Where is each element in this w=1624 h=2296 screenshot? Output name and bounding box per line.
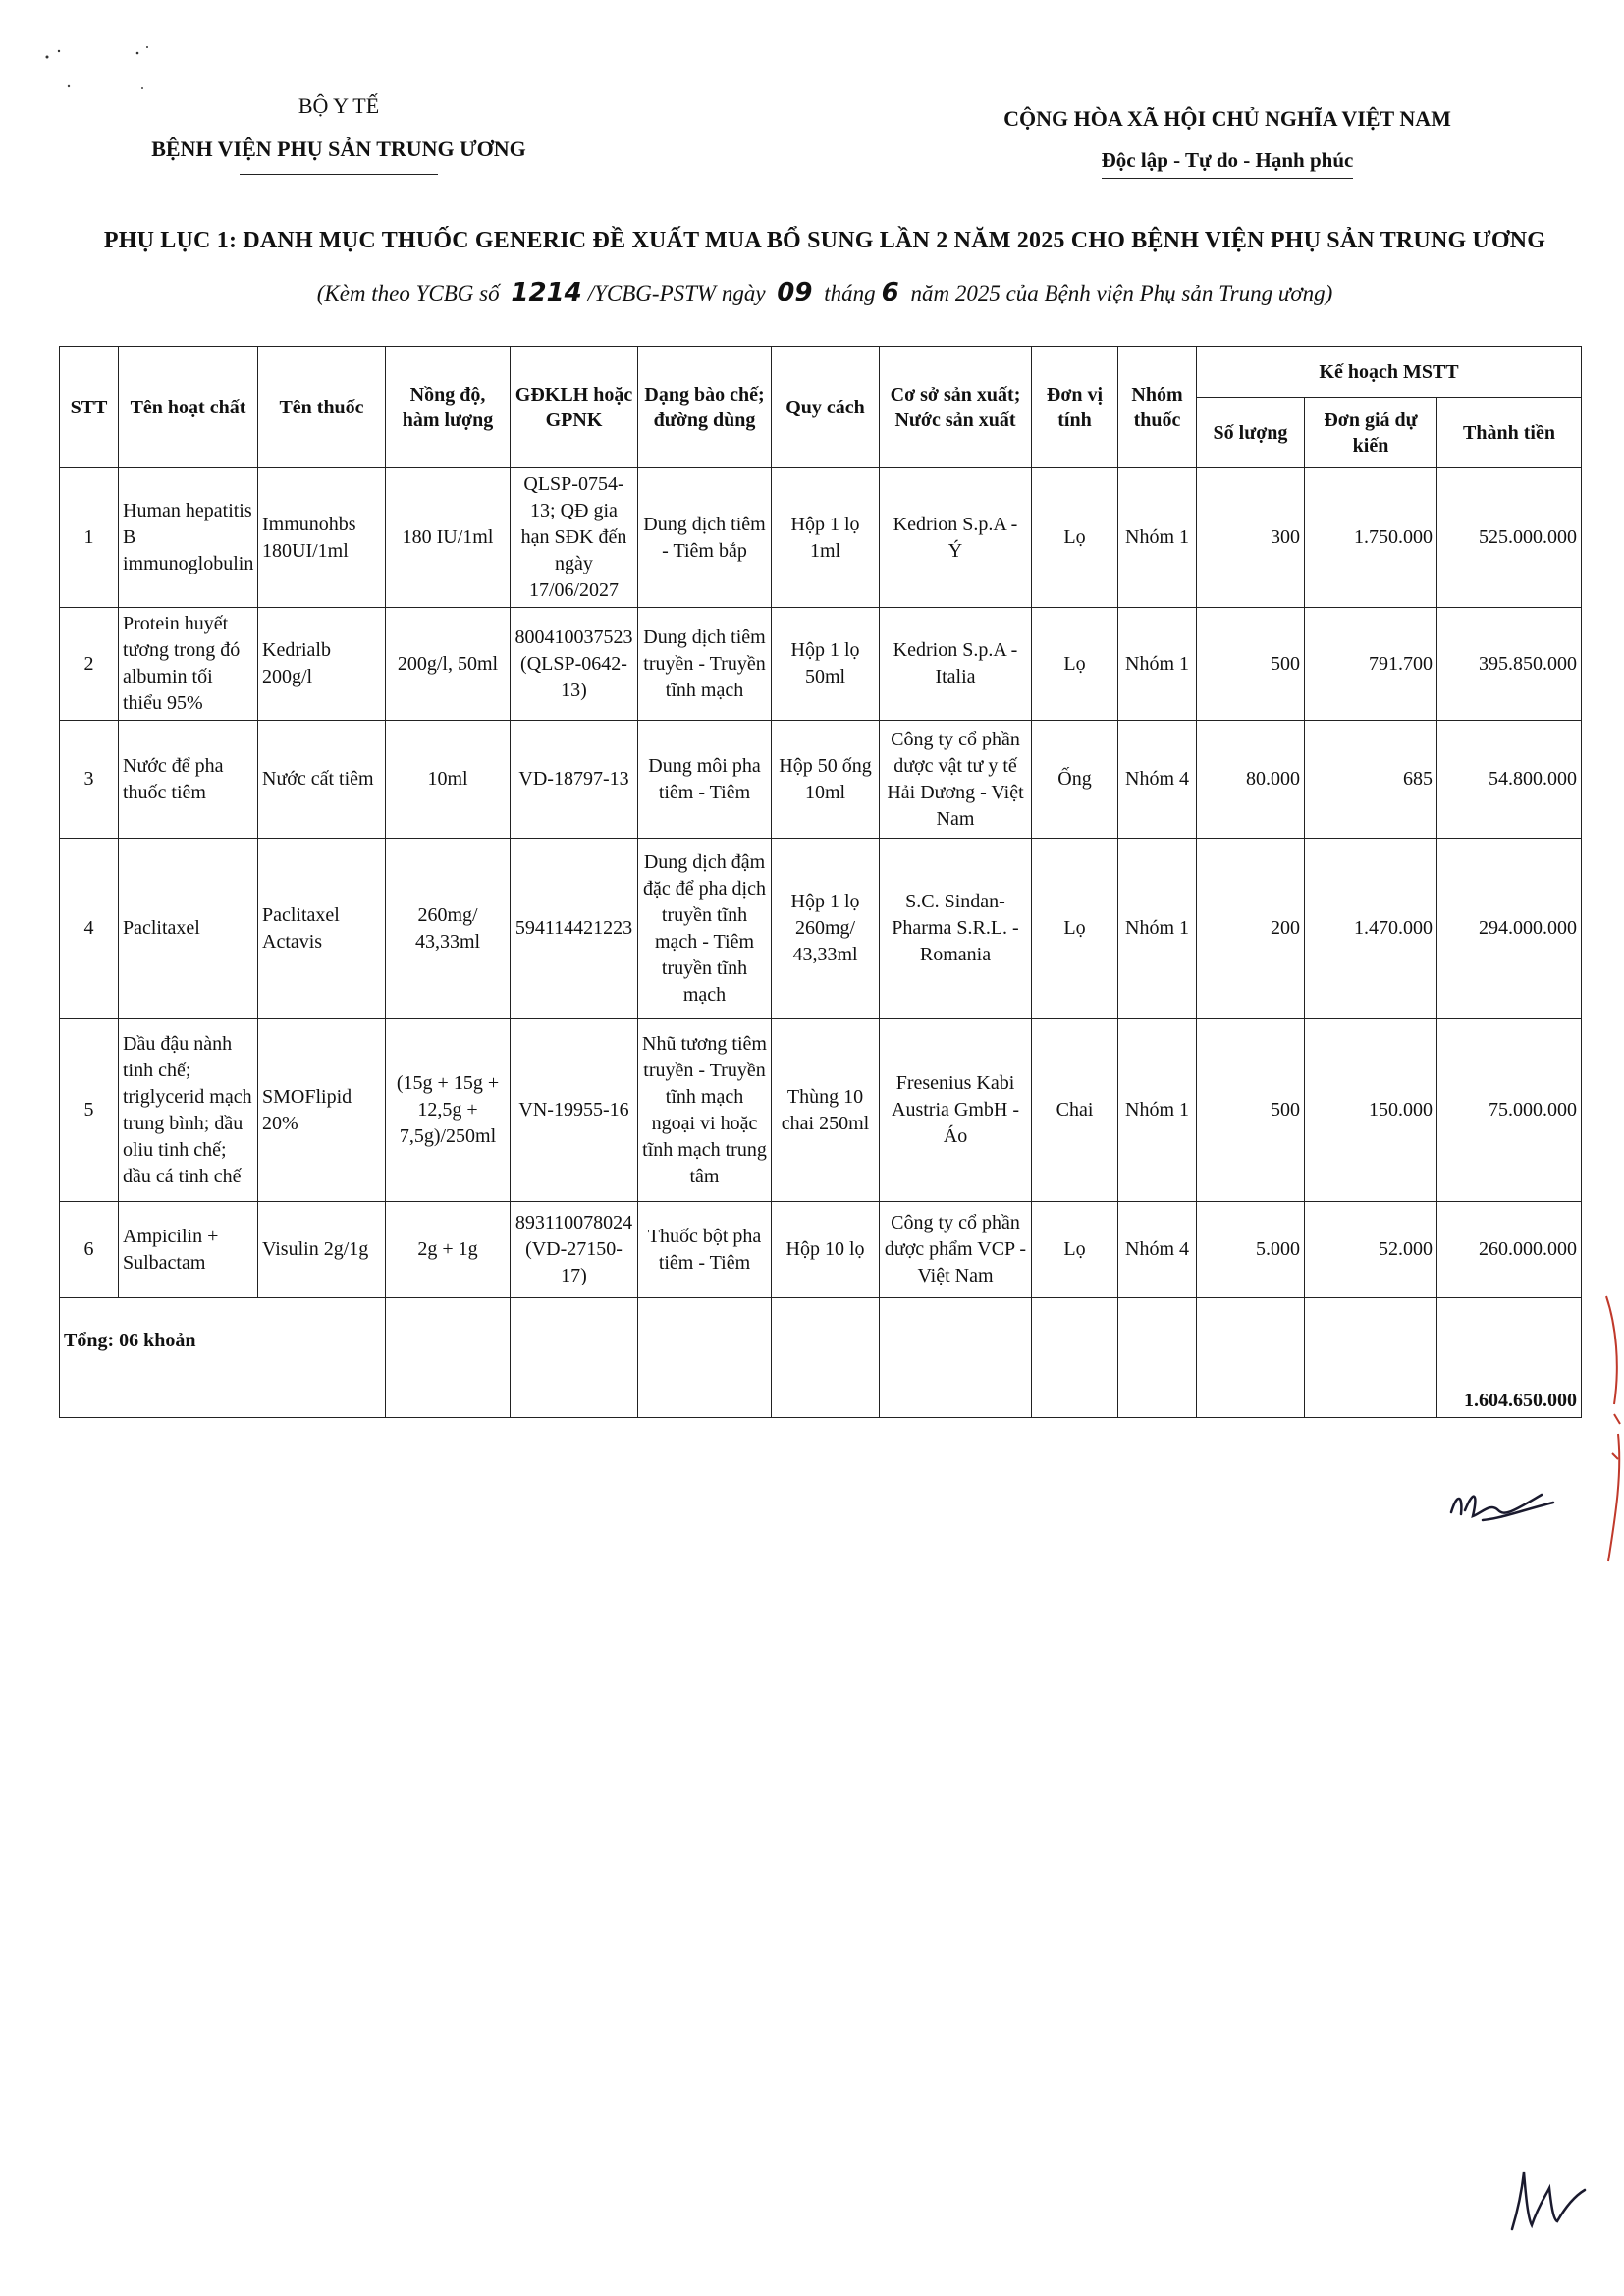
initials-signature [1443,1473,1561,1542]
table-row [60,721,1582,839]
cell-quantity: 300 [1197,468,1305,608]
cell-unit: Lọ [1032,608,1118,721]
cell-strength: 200g/l, 50ml [386,608,511,721]
cell-manufacturer: S.C. Sindan-Pharma S.R.L. - Romania [880,839,1032,1019]
cell-stt: 4 [60,839,119,1019]
cell-packaging: Hộp 50 ống 10ml [772,721,880,839]
cell-active-ingredient: Nước để pha thuốc tiêm [119,721,258,839]
subtitle-part-4: năm 2025 của Bệnh viện Phụ sản Trung ương) [910,281,1333,305]
drug-rows [60,468,1582,1298]
request-number: 1214 [511,278,582,307]
cell-unit: Chai [1032,1019,1118,1202]
header-unit: Đơn vị tính [1032,347,1118,468]
header-plan: Kế hoạch MSTT [1197,347,1582,398]
cell-manufacturer: Fresenius Kabi Austria GmbH - Áo [880,1019,1032,1202]
cell-registration: 800410037523 (QLSP-0642-13) [511,608,638,721]
subtitle-part-1: (Kèm theo YCBG số [316,281,500,305]
page-initials [1502,2160,1591,2239]
issuer-block [147,84,530,171]
cell-registration: QLSP-0754-13; QĐ gia hạn SĐK đến ngày 17/06/2027 [511,468,638,608]
cell-strength: (15g + 15g + 12,5g + 7,5g)/250ml [386,1019,511,1202]
cell-manufacturer: Kedrion S.p.A - Ý [880,468,1032,608]
cell-strength: 10ml [386,721,511,839]
ministry-name: BỘ Y TẾ [298,93,380,118]
total-empty-cell [880,1298,1032,1418]
header-strength: Nồng độ, hàm lượng [386,347,511,468]
header-active-ingredient: Tên hoạt chất [119,347,258,468]
cell-dosage-form: Dung dịch tiêm - Tiêm bắp [638,468,772,608]
total-empty-cell [1118,1298,1197,1418]
cell-unit: Lọ [1032,468,1118,608]
cell-dosage-form: Dung môi pha tiêm - Tiêm [638,721,772,839]
cell-strength: 180 IU/1ml [386,468,511,608]
cell-manufacturer: Công ty cổ phần dược phẩm VCP - Việt Nam [880,1202,1032,1298]
cell-registration: VN-19955-16 [511,1019,638,1202]
header-drug-group: Nhóm thuốc [1118,347,1197,468]
national-motto: Độc lập - Tự do - Hạnh phúc [1102,139,1354,181]
drug-list-table [59,346,1582,1418]
cell-amount: 54.800.000 [1437,721,1582,839]
cell-drug-group: Nhóm 4 [1118,1202,1197,1298]
cell-unit-price: 685 [1305,721,1437,839]
subtitle-part-2: /YCBG-PSTW ngày [587,281,766,305]
cell-unit-price: 1.750.000 [1305,468,1437,608]
hospital-name: BỆNH VIỆN PHỤ SẢN TRUNG ƯƠNG [151,128,526,171]
cell-drug-name: Visulin 2g/1g [258,1202,386,1298]
cell-unit-price: 150.000 [1305,1019,1437,1202]
total-row [60,1298,1582,1418]
cell-registration: 893110078024 (VD-27150-17) [511,1202,638,1298]
cell-packaging: Hộp 1 lọ 50ml [772,608,880,721]
table-row [60,468,1582,608]
cell-quantity: 200 [1197,839,1305,1019]
cell-stt: 3 [60,721,119,839]
cell-registration: VD-18797-13 [511,721,638,839]
table-row [60,1202,1582,1298]
document-subtitle [69,278,1581,307]
cell-drug-group: Nhóm 1 [1118,468,1197,608]
cell-active-ingredient: Ampicilin + Sulbactam [119,1202,258,1298]
header-manufacturer: Cơ sở sản xuất; Nước sản xuất [880,347,1032,468]
total-amount: 1.604.650.000 [1437,1298,1582,1418]
cell-unit-price: 52.000 [1305,1202,1437,1298]
cell-strength: 2g + 1g [386,1202,511,1298]
cell-unit-price: 1.470.000 [1305,839,1437,1019]
cell-amount: 395.850.000 [1437,608,1582,721]
request-day: 09 [777,278,813,307]
header-unit-price: Đơn giá dự kiến [1305,398,1437,468]
total-empty-cell [772,1298,880,1418]
cell-dosage-form: Dung dịch đậm đặc để pha dịch truyền tĩnh mạch - Tiêm truyền tĩnh mạch [638,839,772,1019]
cell-manufacturer: Kedrion S.p.A - Italia [880,608,1032,721]
cell-drug-group: Nhóm 1 [1118,1019,1197,1202]
header-stt: STT [60,347,119,468]
cell-registration: 594114421223 [511,839,638,1019]
cell-active-ingredient: Dầu đậu nành tinh chế; triglycerid mạch trung bình; dầu oliu tinh chế; dầu cá tinh chế [119,1019,258,1202]
cell-active-ingredient: Protein huyết tương trong đó albumin tối thiểu 95% [119,608,258,721]
table-row [60,839,1582,1019]
request-month: 6 [881,278,899,307]
cell-unit: Ống [1032,721,1118,839]
cell-drug-name: SMOFlipid 20% [258,1019,386,1202]
cell-packaging: Hộp 1 lọ 260mg/ 43,33ml [772,839,880,1019]
cell-stt: 6 [60,1202,119,1298]
cell-quantity: 80.000 [1197,721,1305,839]
cell-strength: 260mg/ 43,33ml [386,839,511,1019]
margin-stamp-edge [1600,1286,1624,1571]
cell-amount: 260.000.000 [1437,1202,1582,1298]
total-empty-cell [1032,1298,1118,1418]
header-drug-name: Tên thuốc [258,347,386,468]
table-row [60,1019,1582,1202]
total-empty-cell [1197,1298,1305,1418]
header-amount: Thành tiền [1437,398,1582,468]
header-packaging: Quy cách [772,347,880,468]
cell-dosage-form: Dung dịch tiêm truyền - Truyền tĩnh mạch [638,608,772,721]
cell-drug-name: Kedrialb 200g/l [258,608,386,721]
cell-drug-name: Immunohbs 180UI/1ml [258,468,386,608]
total-empty-cell [386,1298,511,1418]
cell-amount: 294.000.000 [1437,839,1582,1019]
header-dosage-form: Dạng bào chế; đường dùng [638,347,772,468]
cell-dosage-form: Nhũ tương tiêm truyền - Truyền tĩnh mạch ngoại vi hoặc tĩnh mạch trung tâm [638,1019,772,1202]
document-title: PHỤ LỤC 1: DANH MỤC THUỐC GENERIC ĐỀ XUẤT MUA BỔ SUNG LẦN 2 NĂM 2025 CHO BỆNH VIỆN PHỤ SẢN TRUNG ƯƠNG [103,228,1546,253]
cell-stt: 2 [60,608,119,721]
total-empty-cell [638,1298,772,1418]
cell-amount: 75.000.000 [1437,1019,1582,1202]
cell-stt: 5 [60,1019,119,1202]
cell-quantity: 500 [1197,1019,1305,1202]
cell-unit-price: 791.700 [1305,608,1437,721]
cell-active-ingredient: Paclitaxel [119,839,258,1019]
cell-amount: 525.000.000 [1437,468,1582,608]
header-quantity: Số lượng [1197,398,1305,468]
cell-packaging: Thùng 10 chai 250ml [772,1019,880,1202]
cell-packaging: Hộp 1 lọ 1ml [772,468,880,608]
cell-unit: Lọ [1032,839,1118,1019]
cell-quantity: 5.000 [1197,1202,1305,1298]
cell-active-ingredient: Human hepatitis B immunoglobulin [119,468,258,608]
cell-packaging: Hộp 10 lọ [772,1202,880,1298]
total-empty-cell [511,1298,638,1418]
total-label: Tổng: 06 khoản [60,1298,386,1418]
cell-stt: 1 [60,468,119,608]
subtitle-part-3: tháng [824,281,876,305]
national-heading [982,98,1473,181]
cell-manufacturer: Công ty cổ phần dược vật tư y tế Hải Dương - Việt Nam [880,721,1032,839]
scan-specks [39,39,157,98]
table-row [60,608,1582,721]
cell-drug-group: Nhóm 1 [1118,608,1197,721]
cell-unit: Lọ [1032,1202,1118,1298]
country-name: CỘNG HÒA XÃ HỘI CHỦ NGHĨA VIỆT NAM [1003,106,1451,131]
cell-dosage-form: Thuốc bột pha tiêm - Tiêm [638,1202,772,1298]
cell-drug-group: Nhóm 4 [1118,721,1197,839]
cell-quantity: 500 [1197,608,1305,721]
cell-drug-name: Nước cất tiêm [258,721,386,839]
header-registration: GĐKLH hoặc GPNK [511,347,638,468]
cell-drug-name: Paclitaxel Actavis [258,839,386,1019]
total-empty-cell [1305,1298,1437,1418]
cell-drug-group: Nhóm 1 [1118,839,1197,1019]
